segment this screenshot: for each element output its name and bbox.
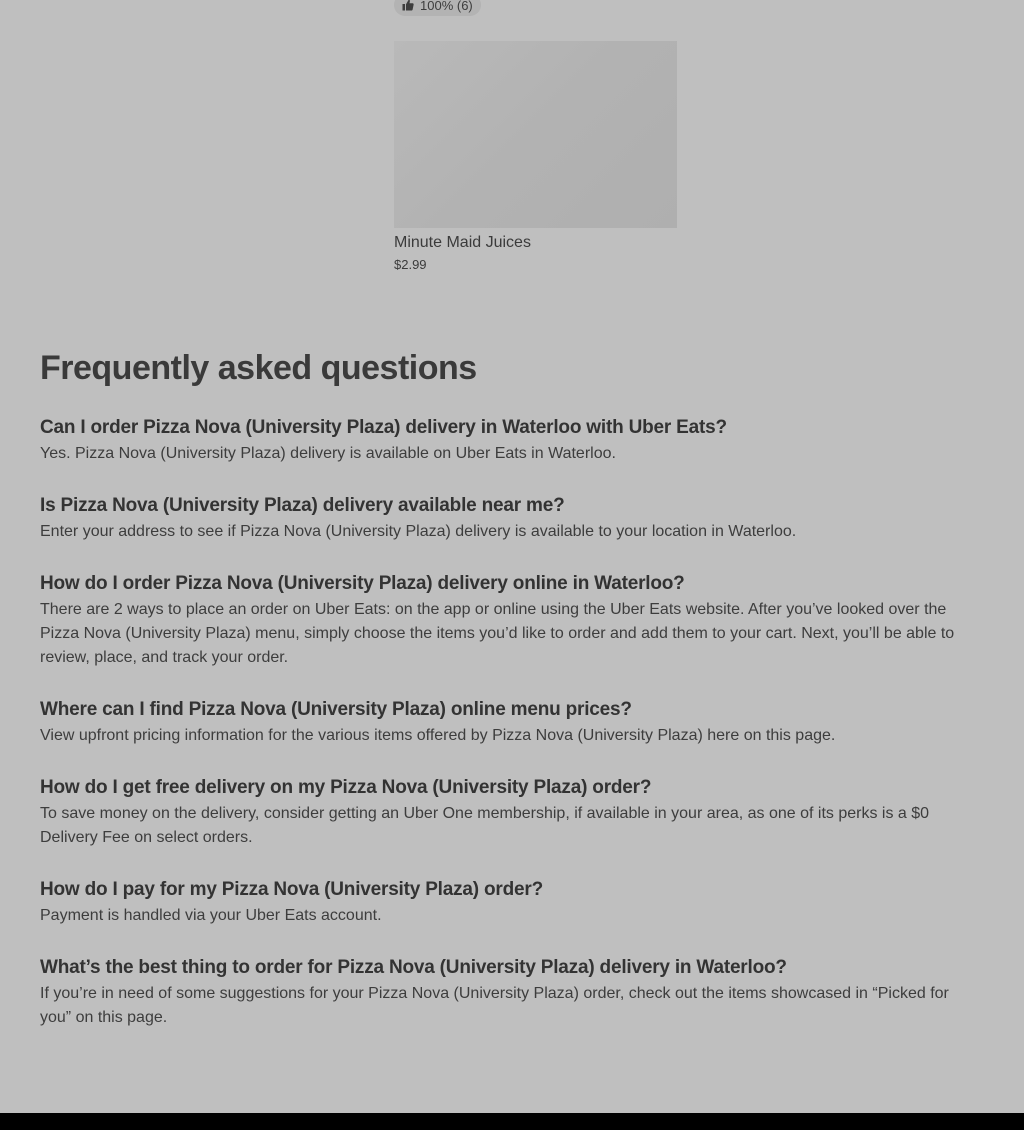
faq-answer: There are 2 ways to place an order on Uber Eats: on the app or online using the Uber Eats website. After you’ve looked over the Pizza Nova (University Plaza) menu, simply choose the items you’d like to order and add them to your cart. Next, you’ll be able to review, place, and track your order. xyxy=(40,601,955,666)
faq-answer: Enter your address to see if Pizza Nova (University Plaza) delivery is available to your location in Waterloo. xyxy=(40,523,797,540)
faq-answer: Yes. Pizza Nova (University Plaza) delivery is available on Uber Eats in Waterloo. xyxy=(40,445,616,462)
faq-question: Is Pizza Nova (University Plaza) delivery available near me? xyxy=(40,495,565,516)
faq-question: How do I pay for my Pizza Nova (University Plaza) order? xyxy=(40,879,543,900)
thumbs-up-icon xyxy=(402,0,414,11)
faq-question: Where can I find Pizza Nova (University Plaza) online menu prices? xyxy=(40,699,632,720)
menu-item-image[interactable] xyxy=(394,41,677,228)
faq-item xyxy=(40,776,984,850)
faq-question: How do I order Pizza Nova (University Plaza) delivery online in Waterloo? xyxy=(40,573,685,594)
faq-item xyxy=(40,878,984,928)
menu-item-price: $2.99 xyxy=(394,257,427,272)
faq-item xyxy=(40,416,984,466)
faq-answer: Payment is handled via your Uber Eats account. xyxy=(40,907,382,924)
faq-question: What’s the best thing to order for Pizza Nova (University Plaza) delivery in Waterloo? xyxy=(40,957,787,978)
faq-item xyxy=(40,956,984,1030)
rating-badge xyxy=(394,0,481,16)
rating-text: 100% (6) xyxy=(420,0,473,13)
footer-bar xyxy=(0,1113,1024,1130)
faq-item xyxy=(40,572,984,670)
faq-answer: To save money on the delivery, consider getting an Uber One membership, if available in your area, as one of its perks is a $0 Delivery Fee on select orders. xyxy=(40,805,930,846)
faq-title: Frequently asked questions xyxy=(40,349,477,387)
faq-question: Can I order Pizza Nova (University Plaza) delivery in Waterloo with Uber Eats? xyxy=(40,417,727,438)
faq-item xyxy=(40,494,984,544)
menu-item-card[interactable] xyxy=(394,41,677,272)
faq-answer: View upfront pricing information for the various items offered by Pizza Nova (University Plaza) here on this page. xyxy=(40,727,836,744)
menu-item-name: Minute Maid Juices xyxy=(394,234,531,251)
faq-section xyxy=(40,348,984,1058)
faq-item xyxy=(40,698,984,748)
faq-list xyxy=(40,416,984,1030)
faq-answer: If you’re in need of some suggestions for your Pizza Nova (University Plaza) order, check out the items showcased in “Picked for you” on this page. xyxy=(40,985,949,1026)
faq-question: How do I get free delivery on my Pizza Nova (University Plaza) order? xyxy=(40,777,652,798)
